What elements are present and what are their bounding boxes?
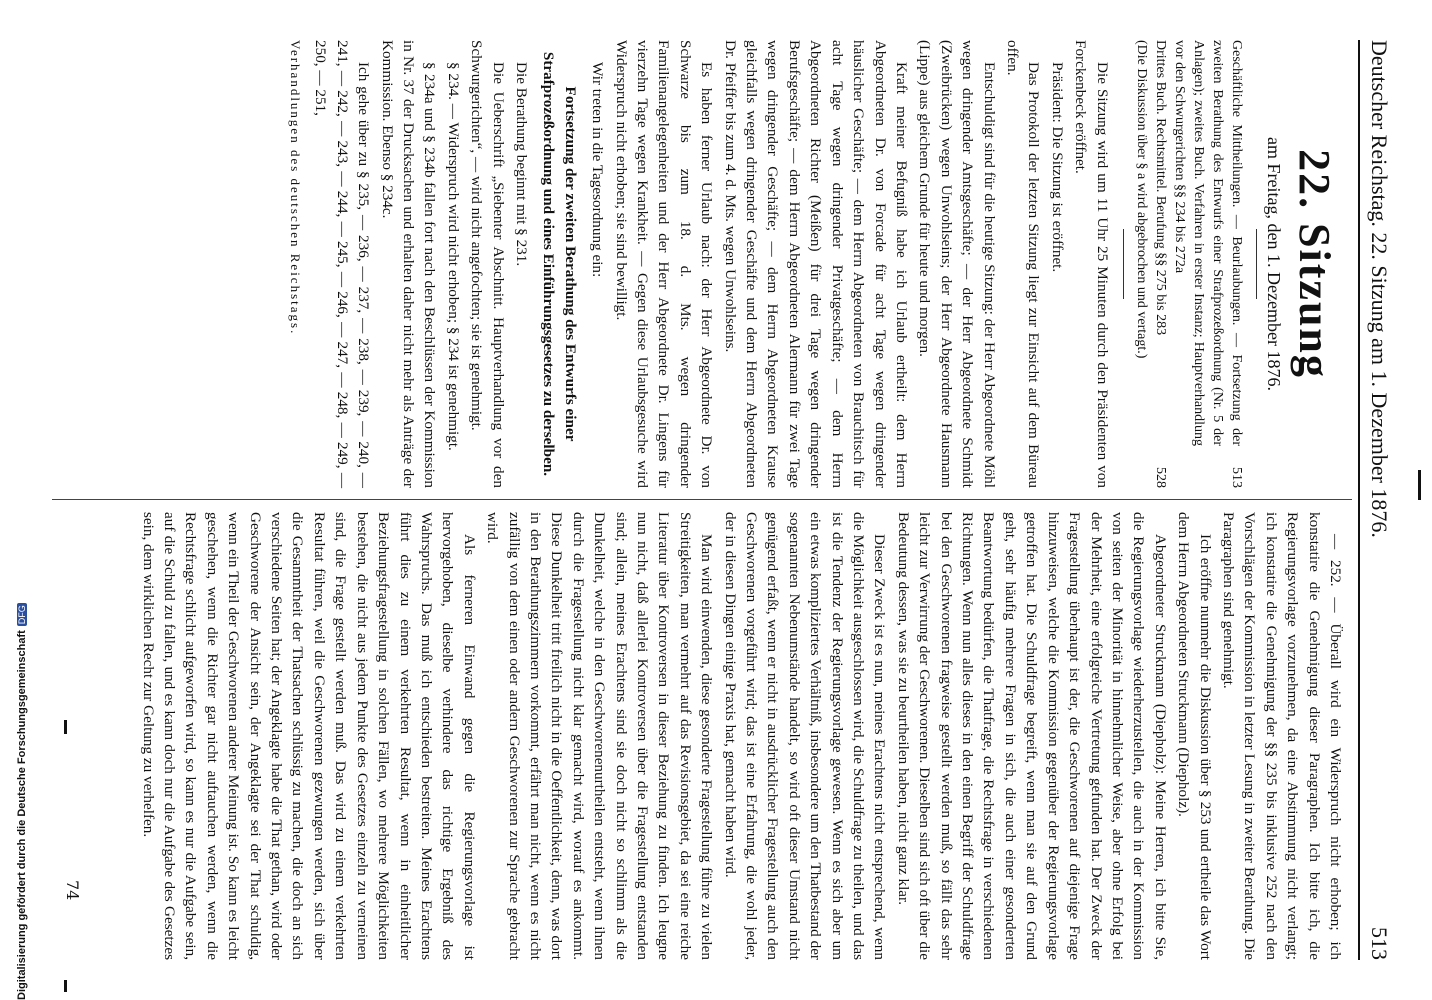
title-rule <box>1256 229 1257 299</box>
table-of-contents <box>1132 40 1246 488</box>
paragraph: Das Protokoll der letzten Sitzung liegt zur Einsicht auf dem Büreau offen. <box>1003 40 1043 488</box>
session-title: 22. Sitzung <box>1290 149 1339 379</box>
toc-text: Drittes Buch. Rechtsmittel. Berufung §§ 275 bis 283 <box>1152 40 1168 336</box>
right-column <box>135 512 1346 960</box>
digitization-note <box>2 20 28 1000</box>
toc-page <box>1132 454 1151 488</box>
toc-page: 513 <box>1228 467 1244 488</box>
paragraph: Abgeordneter Struckmann (Diepholz): Meine Herren, ich bitte Sie, die Regierungsvorlage wiederherzustellen, die auch in der Kommission von seiten der Minorität in hinnehmlicher Weise, aber ohne Erfolg bei der Mehrheit, eine erfolgreiche Vertretung gefunden hat. Der Zweck der Fragestellung überhaupt ist der, die Geschworenen auf diejenige Frage hinzuweisen, welche die Kommission gegenüber der Regierungsvorlage getroffen hat. Die Schuldfrage begreift, wenn man sie auf den Grund geht, sehr häufig mehrere Fragen in sich, die auch einer gesonderten Beantwortung bedürfen, die Thatfrage, die Rechtsfrage in verschiedenen Richtungen. Wenn nun alles dieses in den einen Begriff der Schuldfrage bei den Geschworenen fragweise gestellt werden muß, so fällt das sehr leicht zur Verwirrung der Geschworenen. Dieselben sind sich oft über die Bedeutung dessen, was sie zu beurtheilen haben, nicht ganz klar. <box>894 512 1169 960</box>
signature-mark: 74 <box>63 880 82 901</box>
paragraph: Präsident: Die Sitzung ist eröffnet. <box>1048 62 1066 273</box>
section-rule <box>1123 229 1124 299</box>
paragraph: Entschuldigt sind für die heutige Sitzung: der Herr Abgeordnete Möhl wegen dringender Amtsgeschäfte; — der Herr Abgeordnete Schmidt (Zweibrücken) wegen Unwohlseins; der Herr Abgeordnete Hausmann (Lippe) aus gleichem Grunde für heute und morgen. <box>916 40 998 488</box>
page-header <box>1358 40 1392 960</box>
footer-caption: Verhandlungen des deutschen Reichstags. <box>287 40 303 336</box>
toc-text: Geschäftliche Mittheilungen. — Beurlaubungen. — Fortsetzung der zweiten Berathung des Entwurfs einer Strafprozeßordnung (Nr. 5 der Anlagen); zweites Buch. Verfahren in erster Instanz; Hauptverhandlung vor den Schwurgerichten §§ 234 bis 272a <box>1171 40 1244 446</box>
scan-mark <box>64 980 67 992</box>
toc-row <box>1170 40 1246 488</box>
scan-mark <box>64 720 67 734</box>
paragraph: Die Sitzung wird um 11 Uhr 25 Minuten durch den Präsidenten von Forckenbeck eröffnet. <box>1072 40 1111 488</box>
paragraph: § 234. — Widerspruch wird nicht erhoben; § 234 ist genehmigt. <box>444 62 462 451</box>
agenda-item-heading: Fortsetzung der zweiten Berathung des Entwurfs einer Strafprozeßordnung und eines Einführungsgesetzes zu derselben. <box>540 51 579 477</box>
scan-mark <box>1418 470 1421 500</box>
toc-page: 528 <box>1152 467 1168 488</box>
paragraph: Man wird einwenden, diese gesonderte Fragestellung führe zu vielen Streitigkeiten, man vermehrt auf das Revisionsgebiet, da sei eine reiche Literatur über Kontroversen in dieser Beziehung zu finden. Ich leugne nun nicht, daß allerlei Kontroversen über die Fragestellung entstanden sind; allein, meines Erachtens sind sie doch nicht so schlimm als die Dunkelheit, welche in den Geschworenenurtheilen entsteht, wenn ihnen durch die Fragestellung nicht klar gemacht wird, worauf es ankommt. Diese Dunkelheit tritt freilich nicht in die Oeffentlichkeit, denn, was dort in den Berathungszimmern vorkommt, erfährt man nicht, wenn es nicht zufällig von dem einen oder andern Geschworenen zur Sprache gebracht wird. <box>484 512 716 960</box>
paragraph: Die Ueberschrift „Siebenter Abschnitt. Hauptverhandlung vor den Schwurgerichten“, — wird nicht angefochten; sie ist genehmigt. <box>468 40 507 488</box>
paragraph: Wir treten in die Tagesordnung ein: <box>589 62 607 278</box>
digitization-text: Digitalisierung gefördert durch die Deutsche Forschungsgemeinschaft <box>16 630 28 1000</box>
toc-row <box>1151 40 1170 488</box>
toc-text: (Die Diskussion über § a wird abgebrochen und vertagt.) <box>1133 40 1149 359</box>
paragraph: Ich gehe über zu § 235, — 236, — 237, — 238, — 239, — 240, — 241, — 242, — 243, — 244, — 245, — 246, — 247, — 248, — 249, — 250, — 251, <box>312 40 373 488</box>
paragraph: — 252. — Überall wird ein Widerspruch nicht erhoben; ich konstatire die Genehmigung dieser Paragraphen. Ich bitte ich, die Regierungsvorlage vorzunehmen, da eine Abstimmung nicht verlangt; ich konstatire die Genehmigung der §§ 235 bis inklusive 252 nach den Vorschlägen der Kommission in letzter Lesung in zweiter Berathung. Die Paragraphen sind genehmigt. <box>1219 512 1344 960</box>
session-date: am Freitag, den 1. Dezember 1876. <box>1264 137 1284 391</box>
document-page <box>32 10 1412 990</box>
paragraph: Ich eröffne nunmehr die Diskussion über § 253 und ertheile das Wort dem Herrn Abgeordneten Struckmann (Diepholz). <box>1175 512 1214 960</box>
left-column <box>283 40 1346 488</box>
page-number: 513 <box>1367 927 1392 960</box>
paragraph: § 234a und § 234b fallen fort nach den Beschlüssen der Kommission in Nr. 37 der Drucksachen und erhalten daher nicht mehr als Anträge der Kommission. Ebenso § 234c. <box>378 40 439 488</box>
column-divider <box>52 499 1352 500</box>
running-head: Deutscher Reichstag. 22. Sitzung am 1. Dezember 1876. <box>1367 40 1392 538</box>
paragraph: Kraft meiner Befugniß habe ich Urlaub ertheilt: dem Herrn Abgeordneten Dr. von Forcade für acht Tage wegen dringender häuslicher Geschäfte; — dem Herrn Abgeordneten von Brauchitsch für acht Tage wegen dringender Privatgeschäfte; — dem Herrn Abgeordneten Richter (Meißen) für drei Tage wegen dringender Berufsgeschäfte; — dem Herrn Abgeordneten Alermann für zwei Tage wegen dringender Geschäfte; — dem Herrn Abgeordneten Krause gleichfalls wegen dringender Geschäfte und dem Herrn Abgeordneten Dr. Pfeiffer bis zum 4. d. Mts. wegen Unwohlseins. <box>721 40 910 488</box>
toc-row <box>1132 40 1151 488</box>
paragraph: Es haben ferner Urlaub nach: der Herr Abgeordnete Dr. von Schwarze bis zum 18. d. Mts. wegen dringender Familienangelegenheiten und der Herr Abgeordnete Dr. Lingens für vierzehn Tage wegen Krankheit. — Gegen diese Urlaubsgesuche wird Widerspruch nicht erhoben; sie sind bewilligt. <box>612 40 716 488</box>
paragraph: Dieser Zweck ist es nun, meines Erachtens nicht entsprechend, wenn die Möglichkeit ausgeschlossen wird, die Schuldfrage zu theilen, und das ist die Tendenz der Regierungsvorlage gewesen. Wenn es sich aber um ein etwas kompliziertes Verhältniß, insbesondere um den Thatbestand der sogenannten Nebenumstände handelt, so wird oft dieser Umstand nicht genügend erfaßt, wenn er nicht in ausdrücklicher Fragestellung auch den Geschworenen vorgeführt wird; das ist eine Erfahrung, die wohl jeder, der in diesen Dingen einige Praxis hat, gemacht haben wird. <box>721 512 889 960</box>
paragraph: Die Berathung beginnt mit § 231. <box>513 62 531 267</box>
paragraph: Als ferneren Einwand gegen die Regierungsvorlage ist hervorgehoben, dieselbe verhindere das richtige Ergebniß des Wahrspruchs. Das muß ich entschieden bestreiten. Meines Erachtens führt dies zu einem verkehrten Resultat, wenn in einheitlicher Beziehungsfragestellung in solchen Fällen, wo mehrere Möglichkeiten bestehen, die nicht aus jedem Punkte des Gesetzes einzeln zu verneinen sind, die Frage gestellt werden muß. Das wird zu einem verkehrten Resultat führen, weil die Geschworenen gezwungen werden, sich über die Gesammtheit der Thatsachen schlüssig zu machen, die doch an sich verschiedene Seiten hat; der Angeklagte habe die That gethan, wird oder Geschworene der Ansicht sein, der Angeklagte sei der That schuldig, wenn ein Theil der Geschworenen anderer Meinung ist. So kann es leicht geschehen, wenn die Richter gar nicht auftauchen werden, wenn die Rechtsfrage schlicht aufgeworfen wird, so kann es nur die Aufgabe sein, auf die Schuld zu fallen, und es kann doch nur die Aufgabe des Gesetzes sein, dem wirklichen Recht zur Geltung zu verhelfen. <box>139 512 478 960</box>
dfg-logo-icon: DFG <box>17 605 27 625</box>
